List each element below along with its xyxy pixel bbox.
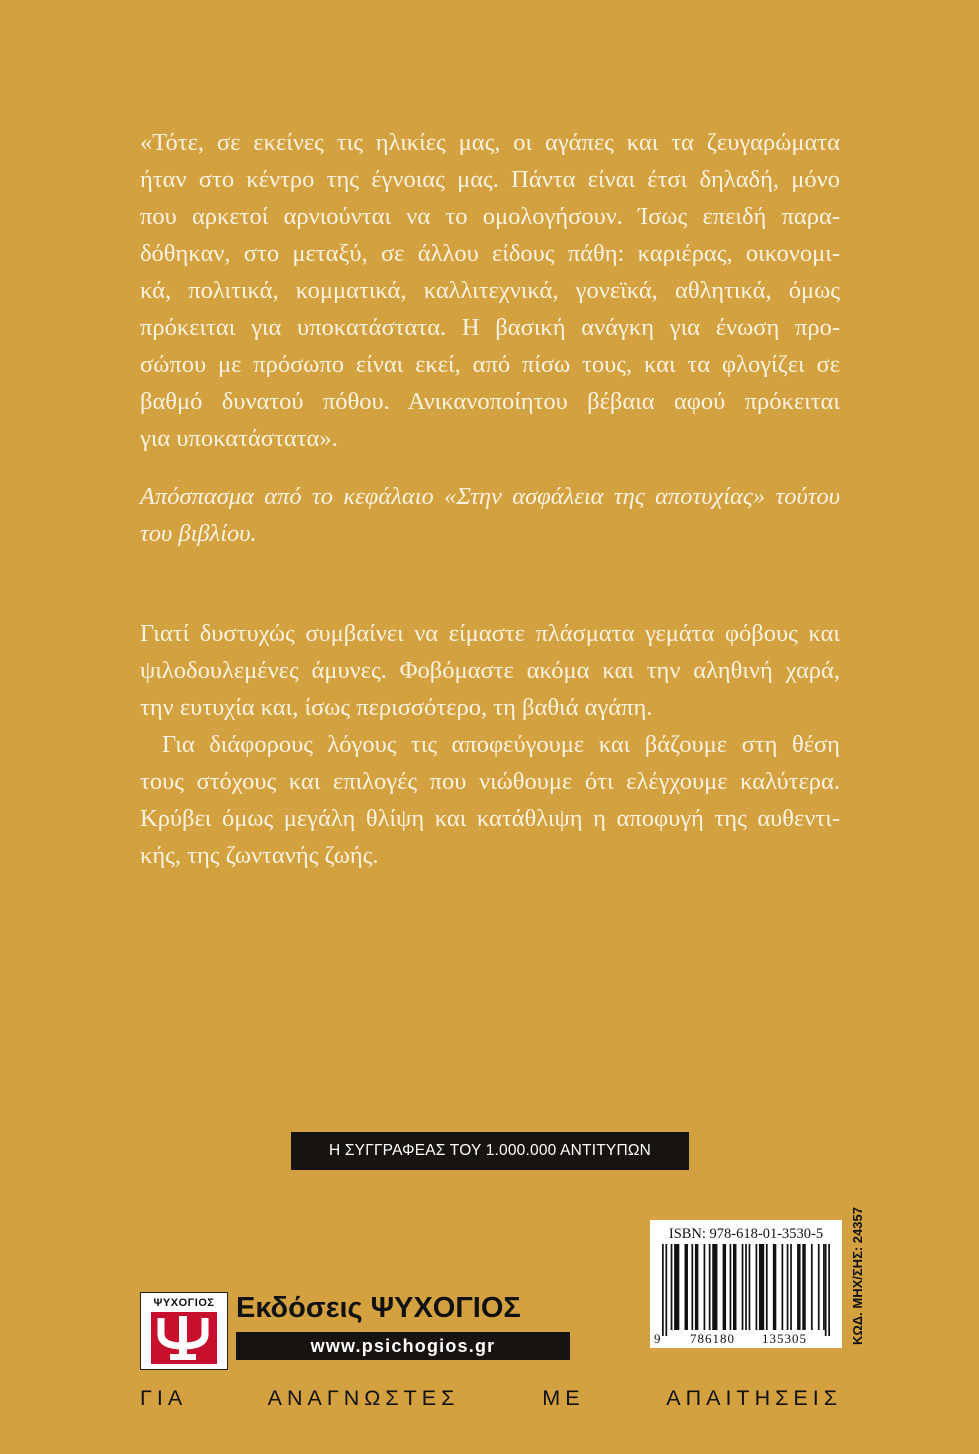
barcode-bar: [773, 1244, 776, 1330]
barcode-bar: [723, 1244, 726, 1330]
publisher-name: Εκδόσεις ΨΥΧΟΓΙΟΣ: [236, 1292, 521, 1324]
barcode-bar: [691, 1244, 693, 1330]
source-attribution: [140, 485, 840, 547]
logo-wordmark: ΨΥΧΟΓΙΟΣ: [153, 1297, 215, 1309]
barcode-digits-left: 786180: [690, 1331, 735, 1346]
barcode-bar: [704, 1244, 706, 1330]
barcode-bar: [766, 1244, 768, 1330]
publisher-slogan: ΓΙΑ ΑΝΑΓΝΩΣΤΕΣ ΜΕ ΑΠΑΙΤΗΣΕΙΣ: [140, 1386, 842, 1410]
barcode-bar: [671, 1244, 673, 1330]
barcode-bar: [828, 1244, 830, 1336]
barcode-digit-lead: 9: [654, 1331, 661, 1346]
barcode-bar: [802, 1244, 805, 1330]
body-line: τους στόχους και επιλογές που νιώθουμε ότι ελέγχουμε καλύτερα.: [140, 768, 840, 795]
quote-line: «Τότε, σε εκείνες τις ηλικίες μας, οι αγάπες και τα ζευγαρώματα: [140, 129, 840, 156]
author-banner: Η ΣΥΓΓΡΑΦΕΑΣ ΤΟΥ 1.000.000 ΑΝΤΙΤΥΠΩΝ: [291, 1132, 689, 1170]
quote-line: σώπου με πρόσωπο είναι εκεί, από πίσω τους, και τα φλογίζει σε: [140, 351, 840, 378]
barcode-bar: [823, 1244, 825, 1330]
quote-line: για υποκατάστατα».: [140, 425, 338, 452]
description-block: [140, 620, 840, 869]
barcode-bar: [756, 1244, 758, 1330]
barcode-digits-right: 135305: [762, 1331, 807, 1346]
isbn-barcode: [650, 1220, 842, 1348]
source-line: του βιβλίου.: [140, 520, 257, 547]
body-line: ψιλοδουλεμένες άμυνες. Φοβόμαστε ακόμα και την αληθινή χαρά,: [140, 657, 840, 684]
quote-line: βαθμό δυνατού πόθου. Ανικανοποίητου βέβαια αφού πρόκειται: [140, 388, 840, 415]
barcode-bar: [665, 1244, 667, 1336]
barcode-bar: [811, 1244, 813, 1330]
quote-line: πρόκειται για υποκατάστατα. Η βασική ανάγκη για ένωση προ-: [140, 314, 840, 341]
barcode-bar: [730, 1244, 732, 1330]
barcode-bar: [662, 1244, 664, 1336]
barcode-bar: [733, 1244, 736, 1330]
quote-line: που αρκετοί αρνιούνται να το ομολογήσουν. Ίσως επειδή παρα-: [140, 203, 840, 230]
barcode-bar: [674, 1244, 679, 1330]
quote-line: κά, πολιτικά, κομματικά, καλλιτεχνικά, γονεϊκά, αθλητικά, όμως: [140, 277, 840, 304]
barcode-bar: [709, 1244, 711, 1330]
barcode-bar: [790, 1244, 792, 1330]
body-line: την ευτυχία και, ίσως περισσότερο, τη βαθιά αγάπη.: [140, 694, 653, 721]
barcode-bar: [797, 1244, 800, 1330]
publisher-url: www.psichogios.gr: [236, 1332, 570, 1360]
quote-block: [140, 129, 840, 452]
barcode-bar: [787, 1244, 789, 1330]
source-line: Απόσπασμα από το κεφάλαιο «Στην ασφάλεια της αποτυχίας» τούτου: [140, 483, 840, 510]
barcode-bar: [742, 1244, 744, 1330]
barcode-bar: [782, 1244, 784, 1330]
psi-symbol-svg: [151, 1312, 215, 1363]
body-line: Κρύβει όμως μεγάλη θλίψη και κατάθλιψη η αποφυγή της αυθεντι-: [140, 805, 840, 832]
body-line: Γιατί δυστυχώς συμβαίνει να είμαστε πλάσματα γεμάτα φόβους και: [140, 620, 840, 647]
barcode-bar: [695, 1244, 698, 1330]
barcode-bar: [685, 1244, 688, 1330]
body-line: Για διάφορους λόγους τις αποφεύγουμε και βάζουμε στη θέση: [162, 731, 840, 758]
product-code: ΚΩΔ. ΜΗΧ/ΣΗΣ: 24357: [850, 1207, 865, 1345]
publisher-logo: [140, 1292, 228, 1370]
barcode-bars: [658, 1244, 834, 1336]
psi-icon: [151, 1312, 217, 1364]
barcode-bar: [818, 1244, 820, 1330]
quote-line: ήταν στο κέντρο της έγνοιας μας. Πάντα είναι έτσι δηλαδή, μόνο: [140, 166, 840, 193]
isbn-label: ISBN: 978-618-01-3530-5: [668, 1226, 824, 1242]
barcode-bar: [712, 1244, 717, 1330]
body-line: κής, της ζωντανής ζωής.: [140, 842, 379, 869]
barcode-bar: [759, 1244, 764, 1330]
barcode-bar: [749, 1244, 751, 1330]
barcode-bar: [745, 1244, 747, 1330]
quote-line: δόθηκαν, στο μεταξύ, σε άλλου είδους πάθη: καριέρας, οικονομι-: [140, 240, 840, 267]
barcode-bar: [825, 1244, 827, 1336]
